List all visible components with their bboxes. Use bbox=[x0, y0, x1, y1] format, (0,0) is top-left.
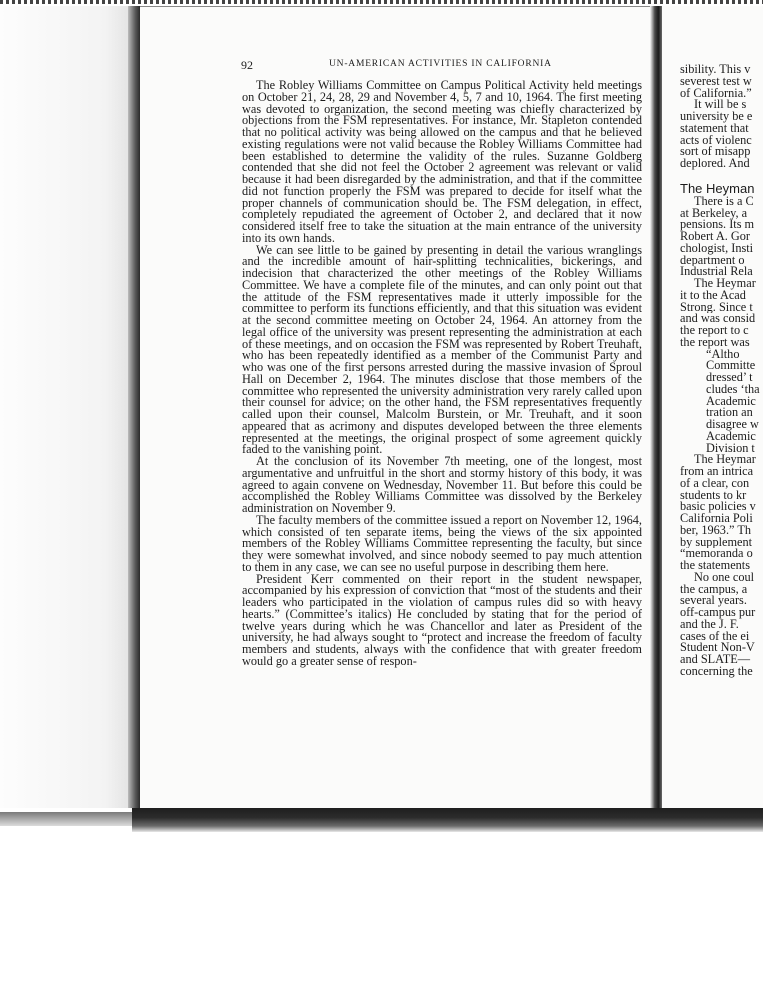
facing-line: the statements bbox=[680, 560, 751, 572]
facing-line: No one coul bbox=[694, 571, 755, 584]
facing-line: students to kr bbox=[680, 489, 747, 502]
facing-line: severest test w bbox=[680, 75, 752, 88]
facing-line: the report was bbox=[680, 336, 750, 349]
facing-line: from an intrica bbox=[680, 466, 754, 478]
facing-line: Industrial Rela bbox=[680, 266, 753, 278]
book-gutter bbox=[650, 6, 662, 808]
quote-line: Committe bbox=[706, 360, 756, 372]
facing-line: Robert A. Gor bbox=[680, 231, 751, 243]
page-header bbox=[241, 58, 643, 72]
facing-line: It will be s bbox=[694, 99, 747, 111]
facing-line: and was consid bbox=[680, 313, 756, 325]
paragraph: We can see little to be gained by presenting in detail the various wranglings and the incredible amount of hair-splitting technicalities, bickerings, and indecision that characterized the other meetings of the Robley Williams Committee. We have a complete file of the minutes, and can only point out that the attitude of the FSM representatives made it utterly impossible for the committee to perform its functions efficiently, and that this situation was evident at the second committee meeting on October 24, 1964. An attorney from the legal office of the university was present representing the administration at each of these meetings, and on occasion the FSM was represented by Robert Treuhaft, who has been repeatedly identified as a member of the Communist Party and who was one of the first persons arrested during the massive invasion of Sproul Hall on December 2, 1964. The minutes disclose that those members of the committee who represented the university administration very rarely called upon their counsel for advice; on the other hand, the FSM representatives frequently called upon their counsel, Malcolm Burstein, or Mr. Treuhaft, and it soon appeared that as acrimony and disputes developed between the three elements represented at the meetings, the original prospect of some agreement quickly faded to the vanishing point. bbox=[242, 242, 642, 457]
previous-page-edge bbox=[0, 6, 132, 808]
quote-line: Academic bbox=[706, 395, 756, 408]
facing-line: “memoranda o bbox=[680, 548, 753, 560]
facing-line: California Poli bbox=[680, 513, 753, 525]
facing-line: statement that bbox=[680, 122, 749, 135]
facing-line: by supplement bbox=[680, 536, 753, 549]
facing-line: The Heymar bbox=[694, 278, 756, 290]
facing-line: several years. bbox=[680, 595, 747, 607]
facing-line: of a clear, con bbox=[680, 477, 750, 490]
paragraph: The faculty members of the committee issued a report on November 12, 1964, which consisted of ten separate items, being the views of the six appointed members of the Robley Williams Committee representing the faculty, but since they were somewhat involved, and since nobody seemed to pay much attention to them in any case, we can see no useful purpose in describing them here. bbox=[242, 512, 642, 574]
section-heading: The Heyman bbox=[680, 180, 755, 196]
facing-line: The Heymar bbox=[694, 454, 756, 466]
facing-line: of California.” bbox=[680, 87, 752, 100]
facing-line: ber, 1963.” Th bbox=[680, 524, 751, 537]
facing-line: Student Non-V bbox=[680, 642, 755, 654]
quote-line: Division t bbox=[706, 442, 755, 455]
paragraph: President Kerr commented on their report in the student newspaper, accompanied by his expression of conviction that “most of the students and their leaders who participated in the violation of campus rules did so with heavy hearts.” (Committee’s italics) He concluded by stating that for the period of twelve years during which he was Chancellor and later as President of the university, he had always sought to “protect and increase the freedom of faculty members and students, always with the confidence that with greater freedom would go a greater sense of respon- bbox=[242, 571, 642, 668]
facing-line: There is a C bbox=[694, 195, 754, 208]
paragraph: The Robley Williams Committee on Campus Political Activity held meetings on October 21, 24, 28, 29 and November 4, 5, 7 and 10, 1964. The first meeting was devoted to organization, the second meeting was chiefly characterized by objections from the FSM representatives. For instance, Mr. Stapleton contended that no political activity was being allowed on the campus and that he believed existing regulations were not valid because the Robley Williams Committee had been established to determine the validity of the rules. Suzanne Goldberg contended that she did not feel the October 2 agreement was relevant or valid because it had been disregarded by the administration, and that if the committee did not function properly the FSM was prepared to decide for itself what the proper channels of communication should be. The FSM delegation, in effect, completely repudiated the agreement of October 2, and declared that it now considered itself free to take the situation at the main entrance of the university into its own hands. bbox=[242, 78, 642, 245]
facing-line: pensions. Its m bbox=[680, 219, 755, 231]
facing-line: sort of misapp bbox=[680, 146, 751, 158]
facing-line: and the J. F. bbox=[680, 618, 739, 631]
facing-line: cases of the ei bbox=[680, 630, 750, 643]
facing-line: sibility. This v bbox=[680, 64, 751, 76]
scan-background bbox=[0, 808, 763, 990]
facing-line: off-campus pur bbox=[680, 607, 756, 619]
facing-line: it to the Acad bbox=[680, 289, 746, 302]
facing-line: chologist, Insti bbox=[680, 242, 754, 255]
facing-line: at Berkeley, a bbox=[680, 207, 748, 220]
page-bottom-shadow bbox=[132, 808, 763, 832]
paragraph: At the conclusion of its November 7th meeting, one of the longest, most argumentative and unfruitful in the short and stormy history of this body, it was agreed to again convene on Wednesday, November 11. But before this could be accomplished the Robley Williams Committee was dissolved by the Berkeley administration on November 9. bbox=[242, 454, 642, 515]
facing-line: department o bbox=[680, 254, 745, 267]
quote-line: cludes ‘tha bbox=[706, 383, 760, 396]
main-text-column bbox=[242, 80, 642, 668]
facing-page-text bbox=[680, 64, 763, 678]
facing-line: Strong. Since t bbox=[680, 301, 753, 314]
facing-line: university be e bbox=[680, 111, 753, 123]
quote-line: Academic bbox=[706, 430, 756, 443]
quote-line: “Altho bbox=[706, 348, 740, 361]
binding-shadow-left bbox=[128, 6, 140, 826]
page-number: 92 bbox=[241, 58, 253, 72]
facing-line: deplored. And bbox=[680, 158, 750, 170]
facing-line: the report to c bbox=[680, 325, 749, 337]
facing-line: the campus, a bbox=[680, 583, 748, 596]
quote-line: dressed’ t bbox=[706, 372, 753, 384]
facing-line: acts of violenc bbox=[680, 134, 752, 147]
quote-line: disagree w bbox=[706, 419, 759, 431]
quote-line: tration an bbox=[706, 407, 753, 419]
facing-line: concerning the bbox=[680, 665, 753, 678]
page-shadow-left bbox=[0, 812, 140, 826]
facing-line: and SLATE— bbox=[680, 654, 751, 666]
scan-edge-top bbox=[0, 0, 763, 4]
facing-line: basic policies v bbox=[680, 501, 756, 513]
running-title: UN-AMERICAN ACTIVITIES IN CALIFORNIA bbox=[329, 59, 552, 69]
